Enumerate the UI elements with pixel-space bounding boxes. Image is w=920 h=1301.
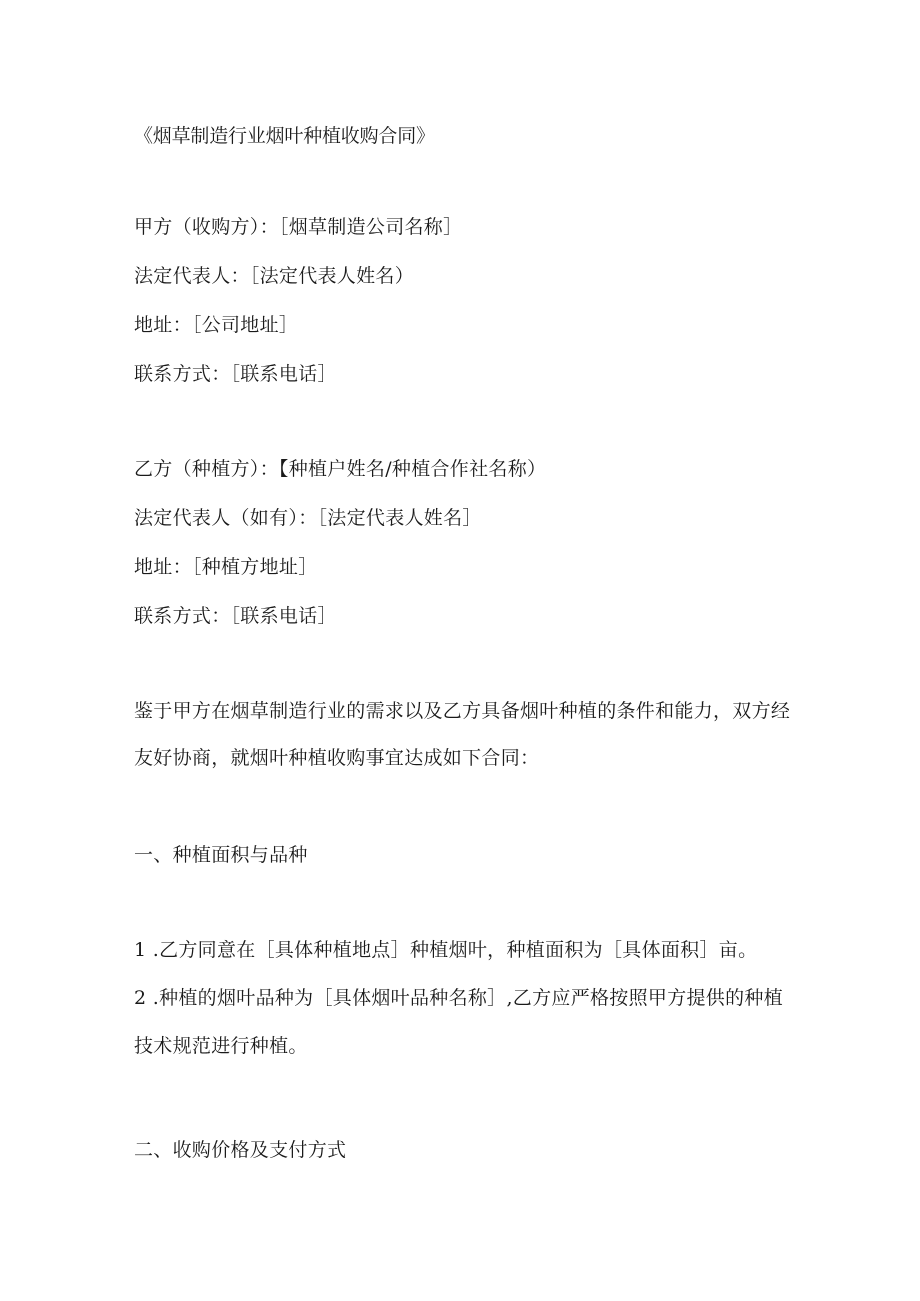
party-a-name: 甲方（收购方）：［烟草制造公司名称］ <box>134 216 463 238</box>
party-a-contact: 联系方式：［联系电话］ <box>134 363 337 385</box>
preamble-line-1: 鉴于甲方在烟草制造行业的需求以及乙方具备烟叶种植的条件和能力，双方经 <box>134 700 791 722</box>
section-1-item-2-line-2: 技术规范进行种植。 <box>134 1035 308 1057</box>
document-title: 《烟草制造行业烟叶种植收购合同》 <box>134 125 435 147</box>
party-a-representative: 法定代表人：［法定代表人姓名） <box>134 265 415 287</box>
party-b-address: 地址：［种植方地址］ <box>134 556 318 578</box>
party-b-contact: 联系方式：［联系电话］ <box>134 605 337 627</box>
section-2-heading: 二、收购价格及支付方式 <box>134 1139 347 1161</box>
party-b-representative: 法定代表人（如有）：［法定代表人姓名］ <box>134 507 482 529</box>
preamble-line-2: 友好协商，就烟叶种植收购事宜达成如下合同： <box>134 747 540 769</box>
section-1-heading: 一、种植面积与品种 <box>134 844 308 866</box>
party-b-name: 乙方（种植方）：【种植户姓名/种植合作社名称） <box>134 458 547 480</box>
section-1-item-2-line-1: 2 .种植的烟叶品种为［具体烟叶品种名称］,乙方应严格按照甲方提供的种植 <box>134 987 784 1009</box>
section-1-item-1: 1 .乙方同意在［具体种植地点］种植烟叶，种植面积为［具体面积］亩。 <box>134 939 758 961</box>
party-a-address: 地址：［公司地址］ <box>134 314 299 336</box>
